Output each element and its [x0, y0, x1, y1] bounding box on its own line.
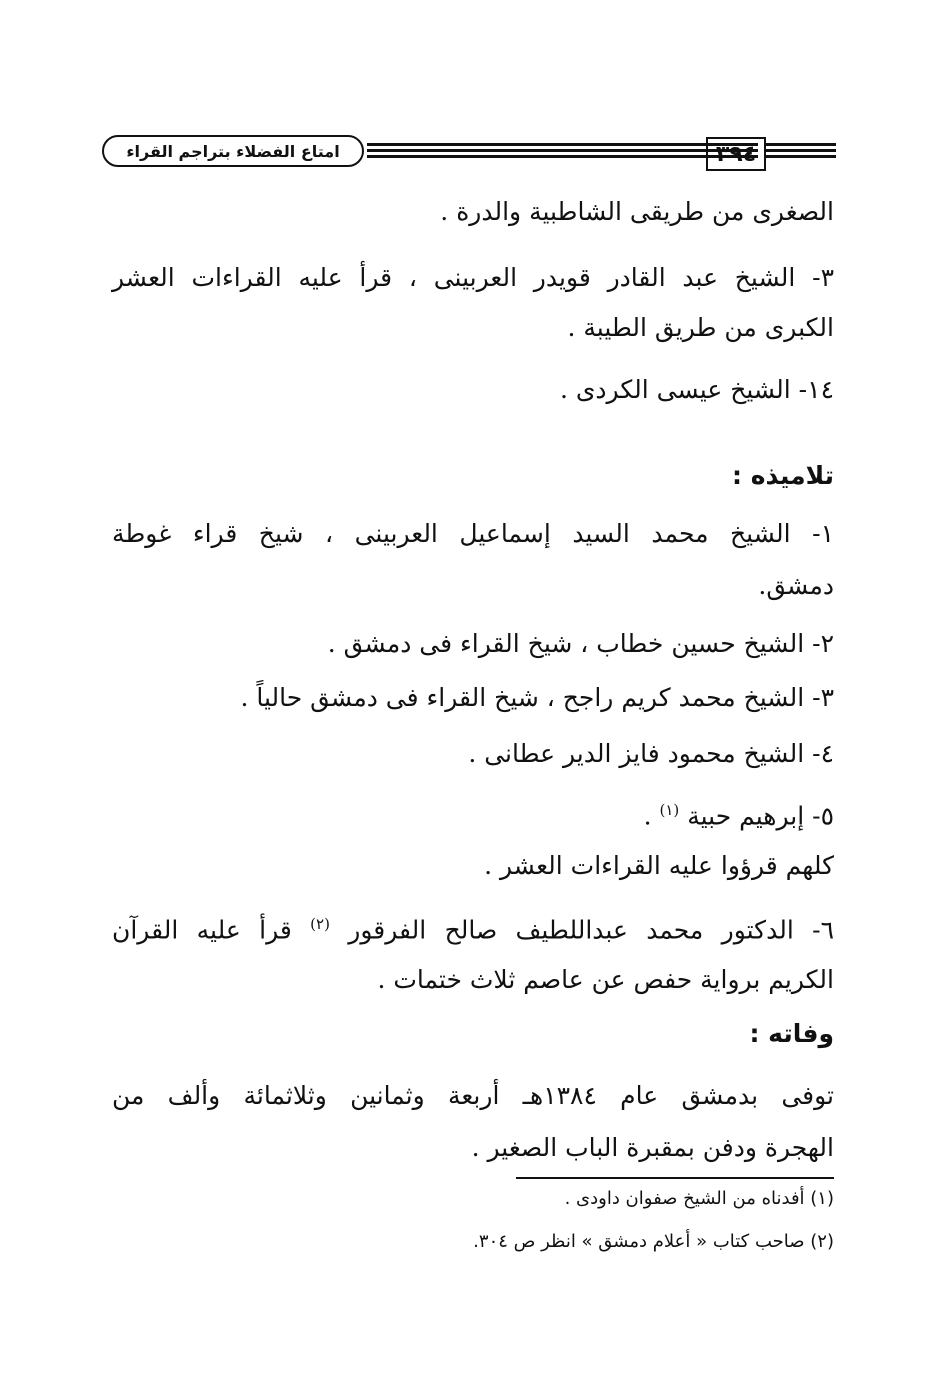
footnote-ref: (١) — [659, 801, 680, 819]
header-rule — [766, 155, 836, 158]
text-line: ٣- الشيخ عبد القادر قويدر العربينى ، قرأ عليه القراءات العشر — [112, 263, 834, 292]
text-line: الكريم برواية حفص عن عاصم ثلاث ختمات . — [377, 965, 834, 994]
students-heading: تلاميذه : — [732, 461, 834, 490]
header-rule — [367, 155, 758, 158]
page-number: ٣٩٤ — [706, 137, 766, 171]
footnote-rule — [516, 1177, 834, 1179]
header-rule — [367, 143, 758, 146]
text-span: . — [643, 801, 652, 831]
text-line: الهجرة ودفن بمقبرة الباب الصغير . — [471, 1133, 834, 1162]
text-line: ٤- الشيخ محمود فايز الدير عطانى . — [468, 739, 834, 768]
text-line: الكبرى من طريق الطيبة . — [567, 313, 834, 342]
text-line: ١٤- الشيخ عيسى الكردى . — [559, 375, 834, 404]
text-line — [112, 790, 834, 836]
text-line: ١- الشيخ محمد السيد إسماعيل العربينى ، شيخ قراء غوطة — [112, 519, 834, 548]
page-header — [102, 133, 836, 177]
header-rule — [766, 149, 836, 152]
text-line: ٢- الشيخ حسين خطاب ، شيخ القراء فى دمشق . — [327, 629, 834, 658]
footnote-1: (١) أفدناه من الشيخ صفوان داودى . — [564, 1188, 834, 1209]
header-rule — [367, 149, 758, 152]
text-line — [112, 904, 834, 950]
text-span: ٥- إبرهيم حبية — [687, 801, 834, 831]
text-line: كلهم قرؤوا عليه القراءات العشر . — [484, 851, 834, 880]
text-line: الصغرى من طريقى الشاطبية والدرة . — [440, 197, 834, 226]
death-heading: وفاته : — [749, 1019, 834, 1048]
footnote-2: (٢) صاحب كتاب « أعلام دمشق » انظر ص ٣٠٤. — [473, 1231, 834, 1252]
text-line: دمشق. — [758, 571, 834, 600]
book-title: امتاع الفضلاء بتراجم القراء — [102, 135, 364, 167]
text-line: توفى بدمشق عام ١٣٨٤هـ أربعة وثمانين وثلاثمائة وألف من — [112, 1081, 834, 1110]
text-span: ٦- الدكتور محمد عبداللطيف صالح الفرقور — [348, 915, 834, 945]
header-rule — [766, 143, 836, 146]
text-span: قرأ عليه القرآن — [112, 915, 292, 945]
text-line: ٣- الشيخ محمد كريم راجح ، شيخ القراء فى دمشق حالياً . — [240, 683, 834, 712]
footnote-ref: (٢) — [310, 915, 330, 933]
